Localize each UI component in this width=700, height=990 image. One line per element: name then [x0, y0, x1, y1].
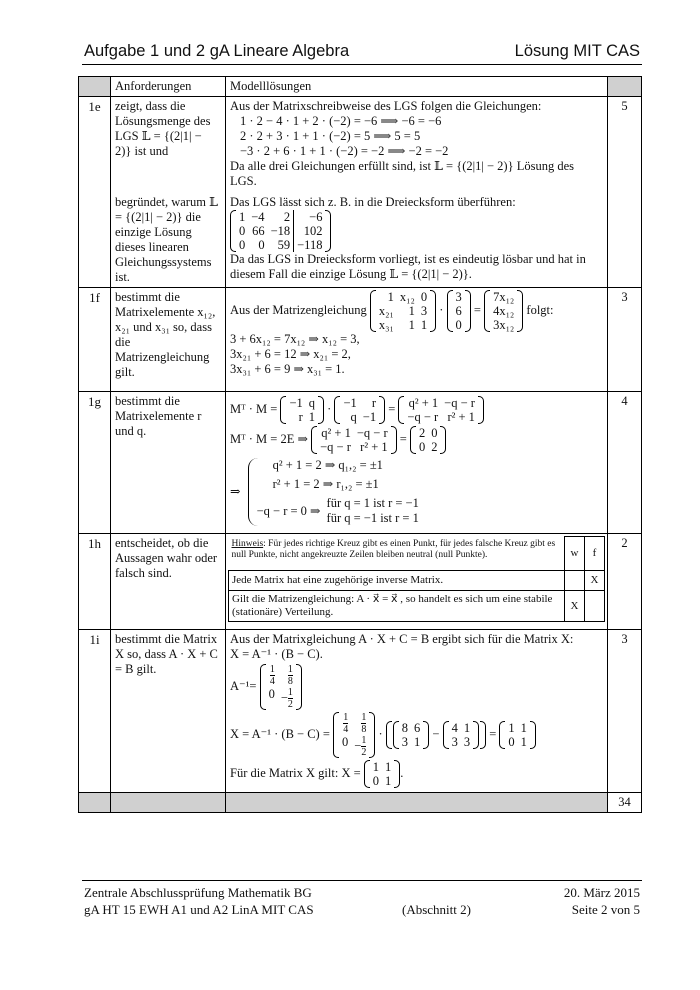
text: Aus der Matrixgleichung A · X + C = B ergibt sich für die Matrix X: — [230, 632, 574, 646]
text: Das LGS lässt sich z. B. in die Dreiecksform überführen: — [230, 195, 516, 209]
points: 3 — [608, 630, 642, 793]
equation: 3 + 6x₁₂ = 7x₁₂ ⇒ x₁₂ = 3, — [230, 332, 360, 346]
matrix: 1 x₁₂ 0 x₂₁ 1 3 x₃₁ 1 1 — [370, 290, 436, 332]
points: 4 — [608, 392, 642, 534]
col-true: w — [565, 537, 585, 571]
matrix: 2 0 0 2 — [410, 426, 447, 454]
task-nr: 1g — [79, 392, 111, 534]
task-nr: 1e — [79, 97, 111, 288]
task-nr: 1i — [79, 630, 111, 793]
page-header — [82, 40, 642, 65]
header-subtitle: Lösung MIT CAS — [514, 42, 640, 60]
text: X = A⁻¹ · (B − C) = — [230, 726, 330, 741]
statement: Gilt die Matrizengleichung: A · x⃗ = x⃗ , so handelt es sich um eine stabile (stationäre) Verteilung. — [229, 591, 565, 622]
text: Da alle drei Gleichungen erfüllt sind, ist 𝕃 = {(2|1| − 2)} Lösung des LGS. — [230, 159, 574, 188]
task-nr: 1h — [79, 534, 111, 630]
matrix-c: 4 1 3 3 — [443, 721, 480, 749]
vector: 7x₁₂ 4x₁₂ 3x₁₂ — [484, 290, 523, 332]
row-1f — [79, 288, 642, 392]
text: Aus der Matrizengleichung — [230, 302, 367, 317]
matrix: −1 q r 1 — [280, 396, 324, 424]
head-points — [608, 77, 642, 97]
hint-label: Hinweis — [231, 538, 264, 549]
head-nr — [79, 77, 111, 97]
inverse-matrix: $\frac{1}{4}$ $\frac{1}{8}$ 0 − $\frac{1}{2}$ — [333, 712, 375, 758]
equation: −3 · 2 + 6 · 1 + 1 · (−2) = −2 ⟹ −2 = −2 — [240, 144, 449, 158]
solution: Mᵀ · M = −1 q r 1 · −1 r q −1 = q² + 1 −q − r −q − r r² + 1 Mᵀ · M = 2E ⇒ q² + 1 −q − r −q − r r² + 1 = 2 0 0 2 ⇒ q² + 1 = 2 ⇒ q₁,₂ = ±1 r² + 1 = 2 ⇒ r₁,₂ = ±1 −q − r = 0 ⇒ für q = 1 ist r = −1 für q = −1 ist r = 1 — [226, 392, 608, 534]
points: 5 — [608, 97, 642, 288]
equation: 2 · 2 + 3 · 1 + 1 · (−2) = 5 ⟹ 5 = 5 — [240, 129, 421, 143]
matrix-b: 8 6 3 1 — [393, 721, 430, 749]
solution: Aus der Matrixgleichung A · X + C = B ergibt sich für die Matrix X: X = A⁻¹ · (B − C). A⁻¹= $\frac{1}{4}$ $\frac{1}{8}$ 0 − $\frac{1}{2}$ X = A⁻¹ · (B − C) = $\frac{1}{4}$ $\frac{1}{8}$ 0 − $\frac{1}{2}$ · 8 6 3 1 − 4 1 3 3 = 1 1 0 1 Für die Matrix X gilt: X = 1 1 0 1 . — [226, 630, 608, 793]
result-matrix: 1 1 0 1 — [364, 760, 401, 788]
result-matrix: 1 1 0 1 — [499, 721, 536, 749]
head-requirements: Anforderungen — [111, 77, 226, 97]
implication: ⇒ — [230, 484, 241, 499]
col-false: f — [585, 537, 605, 571]
total-points: 34 — [608, 793, 642, 813]
equation-system: q² + 1 = 2 ⇒ q₁,₂ = ±1 r² + 1 = 2 ⇒ r₁,₂ = ±1 −q − r = 0 ⇒ für q = 1 ist r = −1 für q = −1 ist r = 1 — [248, 458, 419, 526]
triangular-matrix: 1 −4 2 −6 0 66 −18 102 0 0 59 −118 — [230, 210, 331, 252]
head-solutions: Modelllösungen — [226, 77, 608, 97]
row-1i — [79, 630, 642, 793]
matrix: q² + 1 −q − r −q − r r² + 1 — [311, 426, 397, 454]
task-nr: 1f — [79, 288, 111, 392]
hint-text: : Für jedes richtige Kreuz gibt es einen Punkt, für jedes falsche Kreuz gibt es null Punkte, nicht angekreuzte Zeilen bleiben neutral (null Punkte). — [231, 538, 556, 560]
text: Für die Matrix X gilt: X = — [230, 765, 361, 780]
requirement: bestimmt die Matrix X so, dass A · X + C = B gilt. — [111, 630, 226, 793]
footer-code: gA HT 15 EWH A1 und A2 LinA MIT CAS — [84, 902, 314, 917]
text: Aus der Matrixschreibweise des LGS folgen die Gleichungen: — [230, 99, 542, 113]
equation: 1 · 2 − 4 · 1 + 2 · (−2) = −6 ⟹ −6 = −6 — [240, 114, 442, 128]
solution — [226, 534, 608, 630]
text: Da das LGS in Dreiecksform vorliegt, ist es eindeutig lösbar und hat in diesem Fall die einzige Lösung 𝕃 = {(2|1| − 2)}. — [230, 252, 586, 281]
requirement: entscheidet, ob die Aussagen wahr oder falsch sind. — [111, 534, 226, 630]
requirement: bestimmt die Matrixelemente x₁₂, x₂₁ und x₃₁ so, dass die Matrizengleichung gilt. — [111, 288, 226, 392]
solution: Aus der Matrizengleichung 1 x₁₂ 0 x₂₁ 1 3 x₃₁ 1 1 · 3 6 0 = 7x₁₂ 4x₁₂ 3x₁₂ folgt: 3 + 6x₁₂ = 7x₁₂ ⇒ x₁₂ = 3, 3x₂₁ + 6 = 12 ⇒ x₂₁ = 2, 3x₃₁ + 6 = 9 ⇒ x₃₁ = 1. — [226, 288, 608, 392]
footer-exam: Zentrale Abschlussprüfung Mathematik BG — [84, 885, 312, 900]
matrix: q² + 1 −q − r −q − r r² + 1 — [398, 396, 484, 424]
solution — [226, 97, 608, 288]
requirement-2: begründet, warum 𝕃 = {(2|1| − 2)} die einzige Lösung dieses linearen Gleichungssystems ist. — [115, 195, 218, 284]
footer-section: (Abschnitt 2) — [402, 902, 471, 917]
row-1e — [79, 97, 642, 288]
check-false: X — [585, 571, 605, 591]
text: folgt: — [526, 302, 554, 317]
requirement: bestimmt die Matrixelemente r und q. — [111, 392, 226, 534]
inverse-matrix: $\frac{1}{4}$ $\frac{1}{8}$ 0 − $\frac{1}{2}$ — [260, 664, 302, 710]
check-false — [585, 591, 605, 622]
requirement-1: zeigt, dass die Lösungsmenge des LGS 𝕃 = {(2|1| − 2)} ist und — [115, 99, 211, 158]
equation: 3x₃₁ + 6 = 9 ⇒ x₃₁ = 1. — [230, 362, 345, 376]
page-footer — [82, 880, 642, 919]
header-title: Aufgabe 1 und 2 gA Lineare Algebra — [84, 42, 350, 60]
true-false-table — [228, 536, 605, 622]
text: A⁻¹= — [230, 678, 257, 693]
footer-date: 20. März 2015 — [563, 885, 640, 900]
solution-table — [78, 76, 642, 813]
vector: 3 6 0 — [447, 290, 471, 332]
matrix: −1 r q −1 — [334, 396, 385, 424]
check-true: X — [565, 591, 585, 622]
equation: 3x₂₁ + 6 = 12 ⇒ x₂₁ = 2, — [230, 347, 351, 361]
text: Mᵀ · M = — [230, 401, 278, 416]
points: 3 — [608, 288, 642, 392]
text: X = A⁻¹ · (B − C). — [230, 647, 323, 661]
row-1h — [79, 534, 642, 630]
text: Mᵀ · M = 2E ⇒ — [230, 431, 308, 446]
paren-group: 8 6 3 1 − 4 1 3 3 — [386, 721, 486, 749]
check-true — [565, 571, 585, 591]
requirement — [111, 97, 226, 288]
points: 2 — [608, 534, 642, 630]
footer-page: Seite 2 von 5 — [571, 902, 640, 917]
total-row — [79, 793, 642, 813]
row-1g — [79, 392, 642, 534]
statement: Jede Matrix hat eine zugehörige inverse Matrix. — [229, 571, 565, 591]
